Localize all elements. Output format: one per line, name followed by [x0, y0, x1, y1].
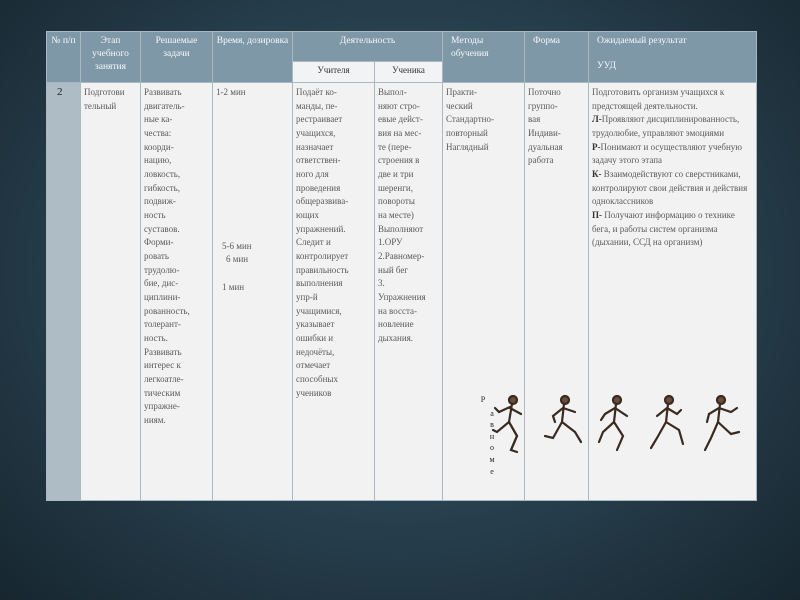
cell-line: дыхания. — [378, 333, 414, 344]
cell-line: контролирует — [296, 251, 349, 262]
cell-line: строения в — [378, 155, 420, 166]
cell-line: ниям. — [144, 415, 166, 426]
cell-line: учеников — [296, 387, 332, 398]
cell-line: правильность — [296, 264, 349, 275]
cell-teacher — [293, 83, 375, 501]
cell-tasks — [141, 83, 213, 501]
vertical-letter: е — [490, 466, 494, 476]
cell-line: Практи- — [446, 87, 477, 97]
result-item-code: Л- — [592, 114, 602, 125]
result-item — [592, 113, 753, 140]
cell-line: учащимися, — [296, 305, 342, 316]
result-item-text: Получают информацию о технике бега, и работы систем организма (дыхании, ССД на организм) — [592, 210, 735, 248]
cell-line: шеренги, — [378, 182, 413, 193]
cell-line: те (пере- — [378, 141, 412, 152]
cell-line: упражне- — [144, 401, 180, 412]
cell-line: упражнений. — [296, 223, 346, 234]
cell-line: ный бег — [378, 264, 409, 275]
subheader-teacher: Учителя — [293, 62, 375, 83]
cell-line: вия на мес- — [378, 128, 422, 139]
cell-line: отмечает — [296, 360, 331, 371]
cell-line: бие, дис- — [144, 278, 179, 289]
cell-stage: Подготови тельный — [81, 83, 141, 501]
header-activity: Деятельность — [293, 32, 443, 62]
cell-line: ровать — [144, 251, 169, 262]
result-item-text: Понимают и осуществляют учебную задачу этого этапа — [592, 141, 742, 166]
runner-figure — [545, 396, 581, 442]
result-item-code: К- — [592, 169, 602, 180]
cell-line: новление — [378, 319, 414, 330]
cell-student — [375, 83, 443, 501]
time-run: 6 мин — [226, 254, 249, 265]
runner-figure — [599, 396, 627, 450]
cell-line: ошибки и — [296, 333, 334, 344]
cell-line: 2.Равномер- — [378, 251, 425, 262]
header-result — [589, 32, 757, 83]
cell-line: Подаёт ко- — [296, 87, 337, 97]
cell-line: циплини- — [144, 292, 181, 303]
time-breathing: 1 мин — [222, 282, 245, 293]
cell-line: ность — [144, 210, 166, 221]
cell-line: Развивать — [144, 346, 182, 357]
cell-line: тическим — [144, 387, 181, 398]
header-stage: Этап учебного занятия — [81, 32, 141, 83]
cell-line: манды, пе- — [296, 100, 338, 111]
row-number: 2 — [47, 83, 81, 501]
cell-line: рованность, — [144, 305, 190, 316]
result-item — [592, 86, 753, 113]
vertical-letter: н — [489, 431, 495, 441]
header-result-line2: УУД — [597, 60, 616, 71]
cell-line: ющих — [296, 210, 319, 221]
header-time: Время, дозировка — [213, 32, 293, 83]
vertical-letter: в — [490, 420, 494, 430]
cell-line: группо- — [528, 100, 558, 111]
vertical-letter: м — [489, 454, 495, 464]
cell-line: на месте) — [378, 210, 414, 221]
running-figures-image — [489, 392, 747, 458]
result-item-code: Р- — [592, 141, 601, 152]
cell-line: недочёты, — [296, 346, 335, 357]
cell-line: выполнения — [296, 278, 343, 289]
runner-figure — [651, 396, 683, 448]
header-methods: Методы обучения — [443, 32, 525, 83]
cell-line: толерант- — [144, 319, 181, 330]
cell-line: коорди- — [144, 141, 174, 152]
cell-line: упр-й — [296, 292, 318, 303]
cell-line: повороты — [378, 196, 415, 207]
subheader-student: Ученика — [375, 62, 443, 83]
runner-figure — [493, 396, 521, 452]
cell-line: Стандартно- — [446, 114, 494, 125]
cell-line: Упражнения — [378, 292, 426, 303]
cell-time — [213, 83, 293, 501]
cell-line: Наглядный — [446, 141, 489, 152]
cell-line: Развивать — [144, 87, 182, 97]
cell-line: ловкость, — [144, 169, 181, 180]
cell-line: интерес к — [144, 360, 181, 371]
cell-line: 3. — [378, 278, 385, 289]
cell-line: Форми- — [144, 237, 174, 248]
cell-line: ответствен- — [296, 155, 341, 166]
cell-line: работа — [528, 155, 554, 166]
cell-line: вая — [528, 114, 541, 125]
result-item — [592, 168, 753, 209]
cell-line: способных — [296, 374, 338, 385]
time-warmup: 1-2 мин — [216, 87, 246, 97]
header-num: № п/п — [47, 32, 81, 83]
cell-line: чества: — [144, 128, 172, 139]
header-form: Форма — [525, 32, 589, 83]
cell-line: ного для — [296, 169, 329, 180]
cell-line: подвиж- — [144, 196, 176, 207]
time-ору: 5-6 мин — [222, 240, 252, 251]
cell-line: легкоатле- — [144, 374, 184, 385]
cell-line: Поточно — [528, 87, 561, 97]
cell-line: Следит и — [296, 237, 331, 248]
result-item — [592, 141, 753, 168]
cell-line: учащихся, — [296, 128, 336, 139]
cell-line: назначает — [296, 141, 334, 152]
cell-line: повторный — [446, 128, 488, 139]
header-tasks: Решаемые задачи — [141, 32, 213, 83]
cell-line: трудолю- — [144, 264, 180, 275]
cell-line: общеразвива- — [296, 196, 349, 207]
result-item-code: П- — [592, 210, 602, 221]
result-item-text: Проявляют дисциплинированность, трудолюбие, управляют эмоциями — [592, 114, 740, 139]
cell-line: две и три — [378, 169, 414, 180]
header-result-line1: Ожидаемый результат — [597, 36, 687, 46]
cell-line: Выполняют — [378, 223, 424, 234]
cell-line: указывает — [296, 319, 335, 330]
cell-line: няют стро- — [378, 100, 420, 111]
cell-line: ные ка- — [144, 114, 173, 125]
result-item-text: Взаимодействуют со сверстниками, контролируют свои действия и действия одноклассников — [592, 169, 748, 207]
vertical-letter: Р — [480, 395, 486, 404]
cell-line: ческий — [446, 100, 473, 111]
cell-line: нацию, — [144, 155, 172, 166]
cell-line: евые дейст- — [378, 114, 423, 125]
cell-line: проведения — [296, 182, 341, 193]
cell-line: Выпол- — [378, 87, 407, 97]
vertical-letter: а — [490, 408, 494, 418]
cell-line: на восста- — [378, 305, 417, 316]
runner-figure — [705, 396, 739, 450]
result-item-text: Подготовить организм учащихся к предстоящей деятельности. — [592, 87, 725, 111]
cell-line: гибкость, — [144, 182, 181, 193]
cell-line: Индиви- — [528, 128, 561, 139]
result-item — [592, 209, 753, 250]
vertical-letter: о — [490, 443, 494, 453]
cell-line: суставов. — [144, 223, 180, 234]
cell-line: дуальная — [528, 141, 563, 152]
cell-line: двигатель- — [144, 100, 185, 111]
cell-line: 1.ОРУ — [378, 237, 403, 248]
cell-line: рестраивает — [296, 114, 343, 125]
cell-line: ность. — [144, 333, 168, 344]
